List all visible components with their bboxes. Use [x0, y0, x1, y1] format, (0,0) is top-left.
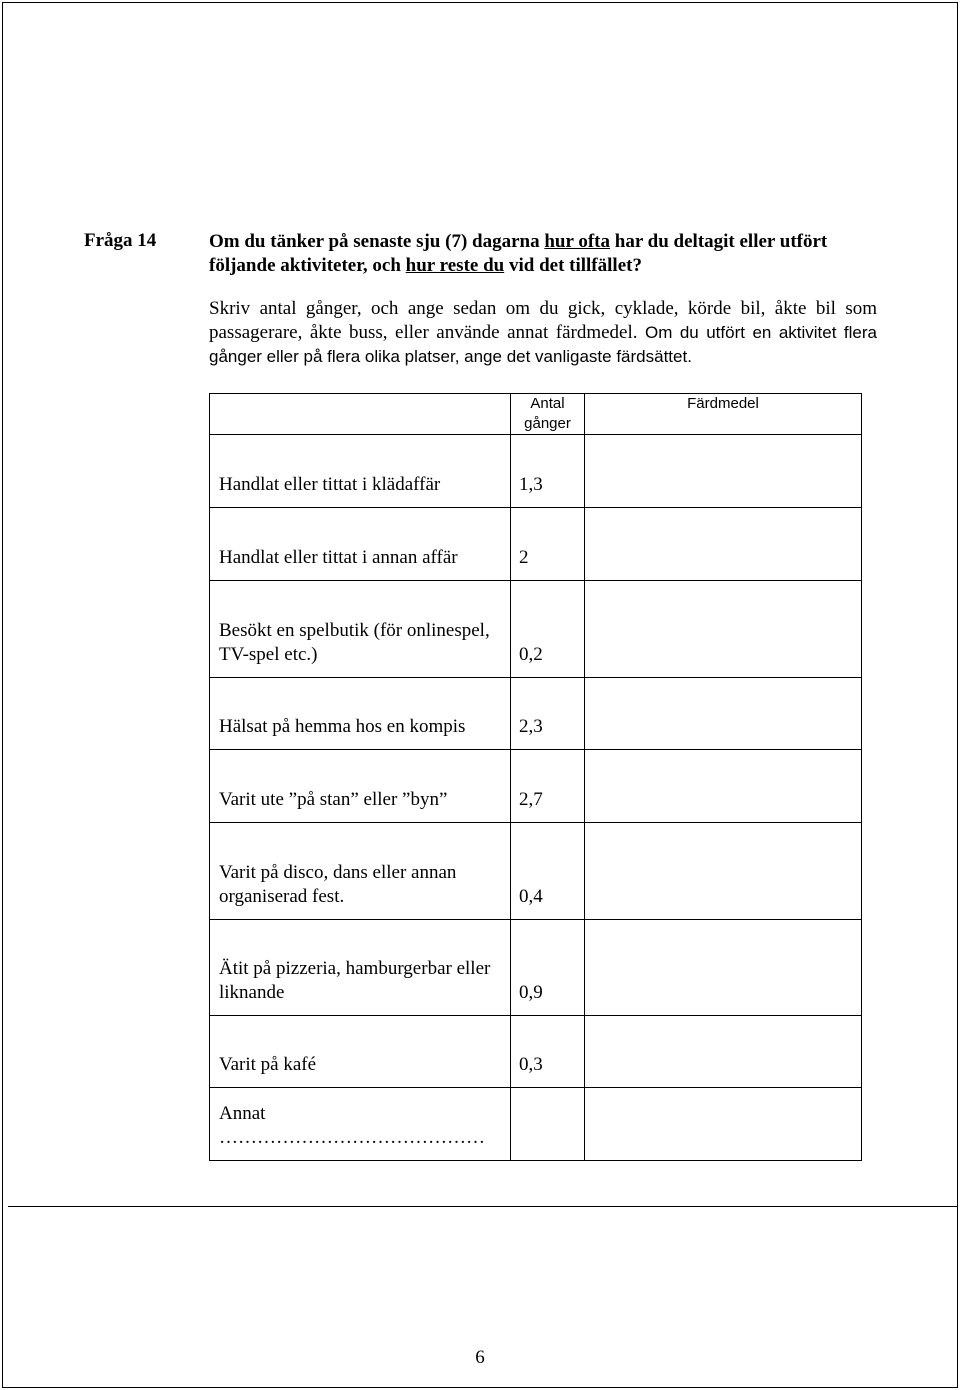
table-row [210, 508, 862, 581]
activity-cell: Varit på kafé [210, 1016, 511, 1088]
table-row [210, 1088, 862, 1161]
activity-cell: Varit på disco, dans eller annan organiserad fest. [210, 823, 511, 920]
activity-cell: Hälsat på hemma hos en kompis [210, 678, 511, 750]
divider [8, 1206, 958, 1207]
table-row [210, 823, 862, 920]
table-row [210, 581, 862, 678]
mode-cell[interactable] [585, 1016, 862, 1088]
activity-cell: Besökt en spelbutik (för onlinespel, TV-spel etc.) [210, 581, 511, 678]
activity-cell: Handlat eller tittat i klädaffär [210, 435, 511, 508]
count-cell[interactable]: 1,3 [511, 435, 585, 508]
mode-cell[interactable] [585, 750, 862, 823]
count-cell[interactable]: 2 [511, 508, 585, 581]
activity-table [209, 393, 862, 1161]
table-row [210, 920, 862, 1016]
page-number: 6 [475, 1347, 485, 1368]
mode-cell[interactable] [585, 435, 862, 508]
count-cell[interactable]: 0,9 [511, 920, 585, 1016]
count-cell[interactable] [511, 1088, 585, 1161]
activity-cell: Annat …………………………………… [210, 1088, 511, 1161]
table-header-row [210, 394, 862, 435]
count-cell[interactable]: 0,2 [511, 581, 585, 678]
mode-cell[interactable] [585, 678, 862, 750]
table-row [210, 678, 862, 750]
mode-cell[interactable] [585, 508, 862, 581]
header-mode: Färdmedel [585, 394, 862, 435]
activity-cell: Handlat eller tittat i annan affär [210, 508, 511, 581]
instructions: Skriv antal gånger, och ange sedan om du gick, cyklade, körde bil, åkte bil som passagerare, åkte buss, eller använde annat färdmedel. Om du utfört en aktivitet flera gånger eller på flera olika platser, ange det vanligaste färdsättet. [209, 298, 878, 366]
mode-cell[interactable] [585, 581, 862, 678]
count-cell[interactable]: 2,7 [511, 750, 585, 823]
mode-cell[interactable] [585, 920, 862, 1016]
header-count: Antal gånger [511, 394, 585, 435]
count-cell[interactable]: 2,3 [511, 678, 585, 750]
count-cell[interactable]: 0,4 [511, 823, 585, 920]
question-label: Fråga 14 [84, 230, 157, 251]
table-row [210, 1016, 862, 1088]
mode-cell[interactable] [585, 1088, 862, 1161]
activity-cell: Ätit på pizzeria, hamburgerbar eller liknande [210, 920, 511, 1016]
count-cell[interactable]: 0,3 [511, 1016, 585, 1088]
table-row [210, 750, 862, 823]
question-text: Om du tänker på senaste sju (7) dagarna hur ofta har du deltagit eller utfört följande aktiviteter, och hur reste du vid det tillfället? [209, 231, 828, 276]
activity-cell: Varit ute ”på stan” eller ”byn” [210, 750, 511, 823]
table-row [210, 435, 862, 508]
mode-cell[interactable] [585, 823, 862, 920]
header-activity [210, 394, 511, 435]
